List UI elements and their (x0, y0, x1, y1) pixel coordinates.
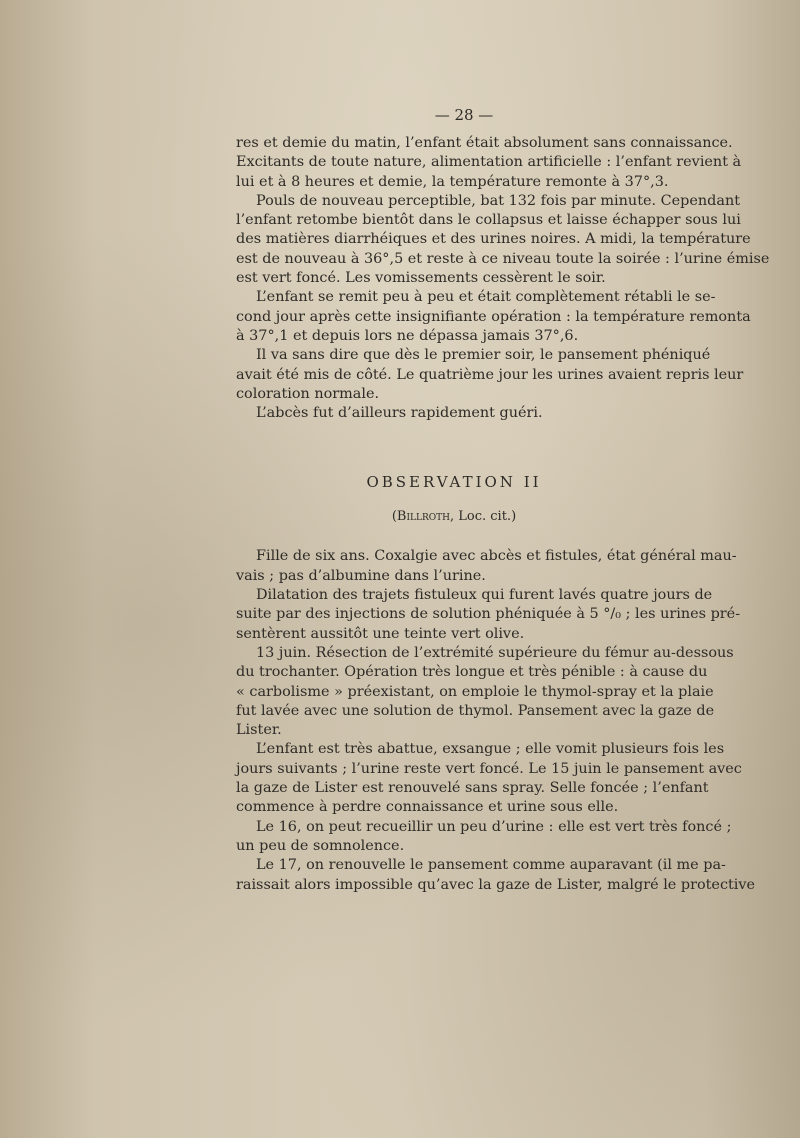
paragraph (236, 547, 737, 586)
text-line: à 37°,1 et depuis lors ne dépassa jamais 37°,6. (236, 327, 579, 344)
text-line: L’enfant se remit peu à peu et était complètement rétabli le se- (256, 289, 716, 306)
text-line: 13 juin. Résection de l’extrémité supérieure du fémur au-dessous (256, 644, 734, 661)
paragraph (236, 644, 734, 740)
text-line: lui et à 8 heures et demie, la température remonte à 37°,3. (236, 173, 669, 190)
paragraph (236, 346, 744, 404)
text-line: jours suivants ; l’urine reste vert foncé. Le 15 juin le pansement avec (236, 760, 742, 777)
text-line: suite par des injections de solution phéniquée à 5 °/₀ ; les urines pré- (236, 606, 741, 623)
paragraph (236, 134, 742, 192)
text-line: L’enfant est très abattue, exsangue ; elle vomit plusieurs fois les (256, 741, 725, 758)
page-number: — 28 — (434, 106, 494, 124)
bottom-paragraphs (236, 547, 756, 894)
text-line: coloration normale. (236, 385, 380, 402)
observation-source: (Billroth, Loc. cit.) (391, 509, 517, 525)
text-line: vais ; pas d’albumine dans l’urine. (236, 567, 486, 584)
text-line: du trochanter. Opération très longue et très pénible : à cause du (236, 664, 708, 681)
paragraph (236, 288, 751, 346)
text-line: la gaze de Lister est renouvelé sans spray. Selle foncée ; l’enfant (236, 780, 709, 797)
text-line: Dilatation des trajets fistuleux qui furent lavés quatre jours de (256, 587, 713, 604)
paragraph (236, 740, 742, 817)
text-line: est vert foncé. Les vomissements cessèrent le soir. (236, 270, 606, 287)
source-reference: Loc. cit. (458, 509, 512, 525)
text-line: Excitants de toute nature, alimentation artificielle : l’enfant revient à (236, 154, 742, 171)
text-line: l’enfant retombe bientôt dans le collapsus et laisse échapper sous lui (236, 212, 741, 229)
paragraph (236, 856, 756, 895)
text-line: un peu de somnolence. (236, 837, 405, 854)
text-line: Le 16, on peut recueillir un peu d’urine : elle est vert très foncé ; (256, 818, 732, 835)
text-line: « carbolisme » préexistant, on emploie le thymol-spray et la plaie (236, 683, 714, 700)
paragraph (236, 404, 672, 423)
paragraph (236, 586, 741, 644)
text-line: raissait alors impossible qu’avec la gaze de Lister, malgré le protective (236, 876, 756, 893)
text-line: sentèrent aussitôt une teinte vert olive. (236, 625, 525, 642)
text-line: Lister. (236, 722, 282, 739)
observation-heading: OBSERVATION II (366, 473, 542, 492)
text-line: fut lavée avec une solution de thymol. Pansement avec la gaze de (236, 702, 715, 719)
text-line: Il va sans dire que dès le premier soir, le pansement phéniqué (256, 347, 711, 364)
text-line: res et demie du matin, l’enfant était absolument sans connaissance. (236, 135, 733, 151)
source-author: Billroth, (396, 509, 455, 525)
text-line: Le 17, on renouvelle le pansement comme auparavant (il me pa- (256, 857, 726, 874)
paragraph (236, 818, 732, 857)
top-paragraphs (236, 134, 770, 423)
text-block (236, 100, 770, 895)
text-line: commence à perdre connaissance et urine sous elle. (236, 799, 619, 816)
text-line: Fille de six ans. Coxalgie avec abcès et fistules, état général mau- (256, 548, 737, 565)
text-line: est de nouveau à 36°,5 et reste à ce niveau toute la soirée : l’urine émise (236, 250, 770, 267)
text-line: cond jour après cette insignifiante opération : la température remonta (236, 308, 751, 325)
text-line: Pouls de nouveau perceptible, bat 132 fois par minute. Cependant (256, 192, 741, 209)
text-line: des matières diarrhéiques et des urines noires. A midi, la température (236, 231, 751, 248)
paragraph (236, 192, 770, 288)
text-line: L’abcès fut d’ailleurs rapidement guéri. (256, 405, 543, 422)
text-line: avait été mis de côté. Le quatrième jour les urines avaient repris leur (236, 366, 744, 383)
